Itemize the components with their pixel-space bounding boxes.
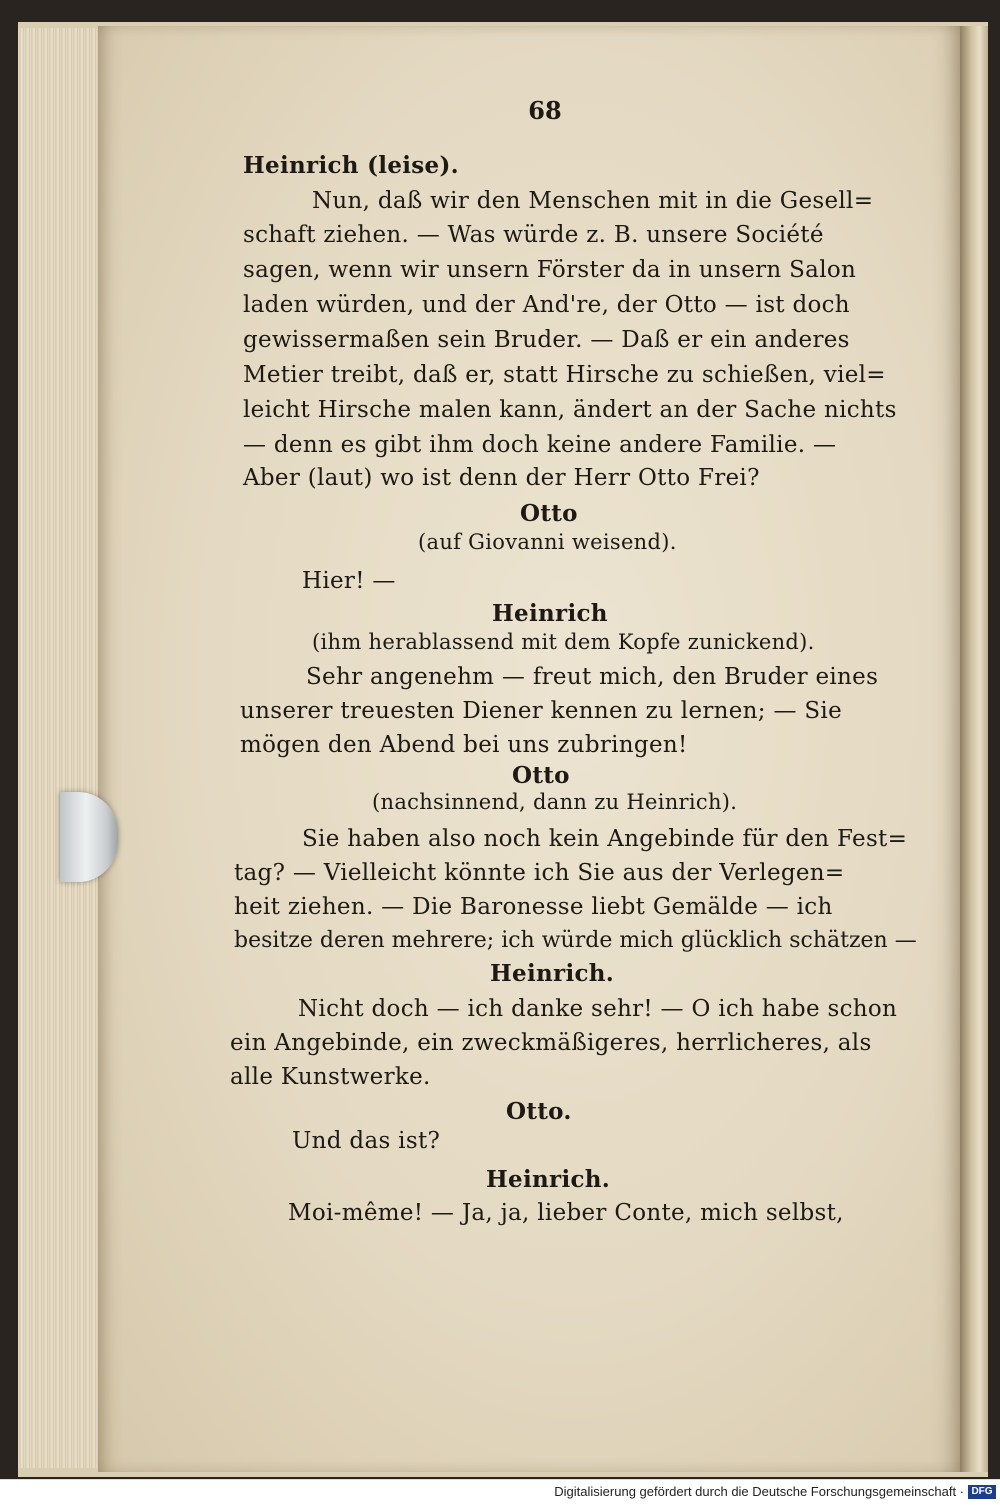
text-line: leicht Hirsche malen kann, ändert an der Sache nichts [243, 397, 897, 423]
speaker-heading: Otto [520, 500, 578, 527]
text-line: besitze deren mehrere; ich würde mich glücklich schätzen — [234, 928, 917, 953]
text-line: Aber (laut) wo ist denn der Herr Otto Frei? [243, 465, 760, 491]
text-line: Sie haben also noch kein Angebinde für den Fest= [302, 826, 908, 852]
speaker-heading: Otto [512, 762, 570, 789]
text-line: alle Kunstwerke. [230, 1064, 431, 1090]
text-line: sagen, wenn wir unsern Förster da in unsern Salon [243, 257, 857, 283]
stage-direction: (auf Giovanni weisend). [418, 530, 677, 554]
text-line: gewissermaßen sein Bruder. — Daß er ein anderes [243, 327, 850, 353]
stage-direction: (nachsinnend, dann zu Heinrich). [372, 790, 738, 814]
text-line: Moi-même! — Ja, ja, lieber Conte, mich selbst, [288, 1200, 844, 1226]
speaker-heading: Heinrich. [486, 1166, 611, 1193]
text-line: ein Angebinde, ein zweckmäßigeres, herrlicheres, als [230, 1030, 872, 1056]
page-number: 68 [528, 96, 562, 125]
speaker-heading: Heinrich (leise). [243, 152, 459, 179]
text-line: Nun, daß wir den Menschen mit in die Gesell= [312, 188, 874, 214]
text-line: Nicht doch — ich danke sehr! — O ich habe schon [298, 996, 898, 1022]
text-line: tag? — Vielleicht könnte ich Sie aus der Verlegen= [234, 860, 845, 886]
text-line: unserer treuesten Diener kennen zu lernen; — Sie [240, 698, 842, 724]
funding-credit: Digitalisierung gefördert durch die Deutsche Forschungsgemeinschaft · [554, 1484, 964, 1499]
text-line: Und das ist? [292, 1128, 441, 1154]
text-line: laden würden, und der And're, der Otto — ist doch [243, 292, 850, 318]
text-line: Sehr angenehm — freut mich, den Bruder eines [306, 664, 879, 690]
text-line: — denn es gibt ihm doch keine andere Familie. — [243, 432, 837, 458]
footer-bar [0, 1479, 1000, 1505]
stage-direction: (ihm herablassend mit dem Kopfe zunickend). [312, 630, 815, 654]
speaker-heading: Heinrich. [490, 960, 615, 987]
text-line: Metier treibt, daß er, statt Hirsche zu schießen, viel= [243, 362, 886, 388]
text-line: mögen den Abend bei uns zubringen! [240, 732, 688, 758]
text-line: schaft ziehen. — Was würde z. B. unsere Société [243, 222, 824, 248]
text-line: Hier! — [302, 568, 396, 594]
speaker-heading: Heinrich [492, 600, 608, 627]
speaker-heading: Otto. [506, 1098, 572, 1125]
text-line: heit ziehen. — Die Baronesse liebt Gemälde — ich [234, 894, 833, 920]
dfg-logo: DFG [968, 1485, 996, 1499]
